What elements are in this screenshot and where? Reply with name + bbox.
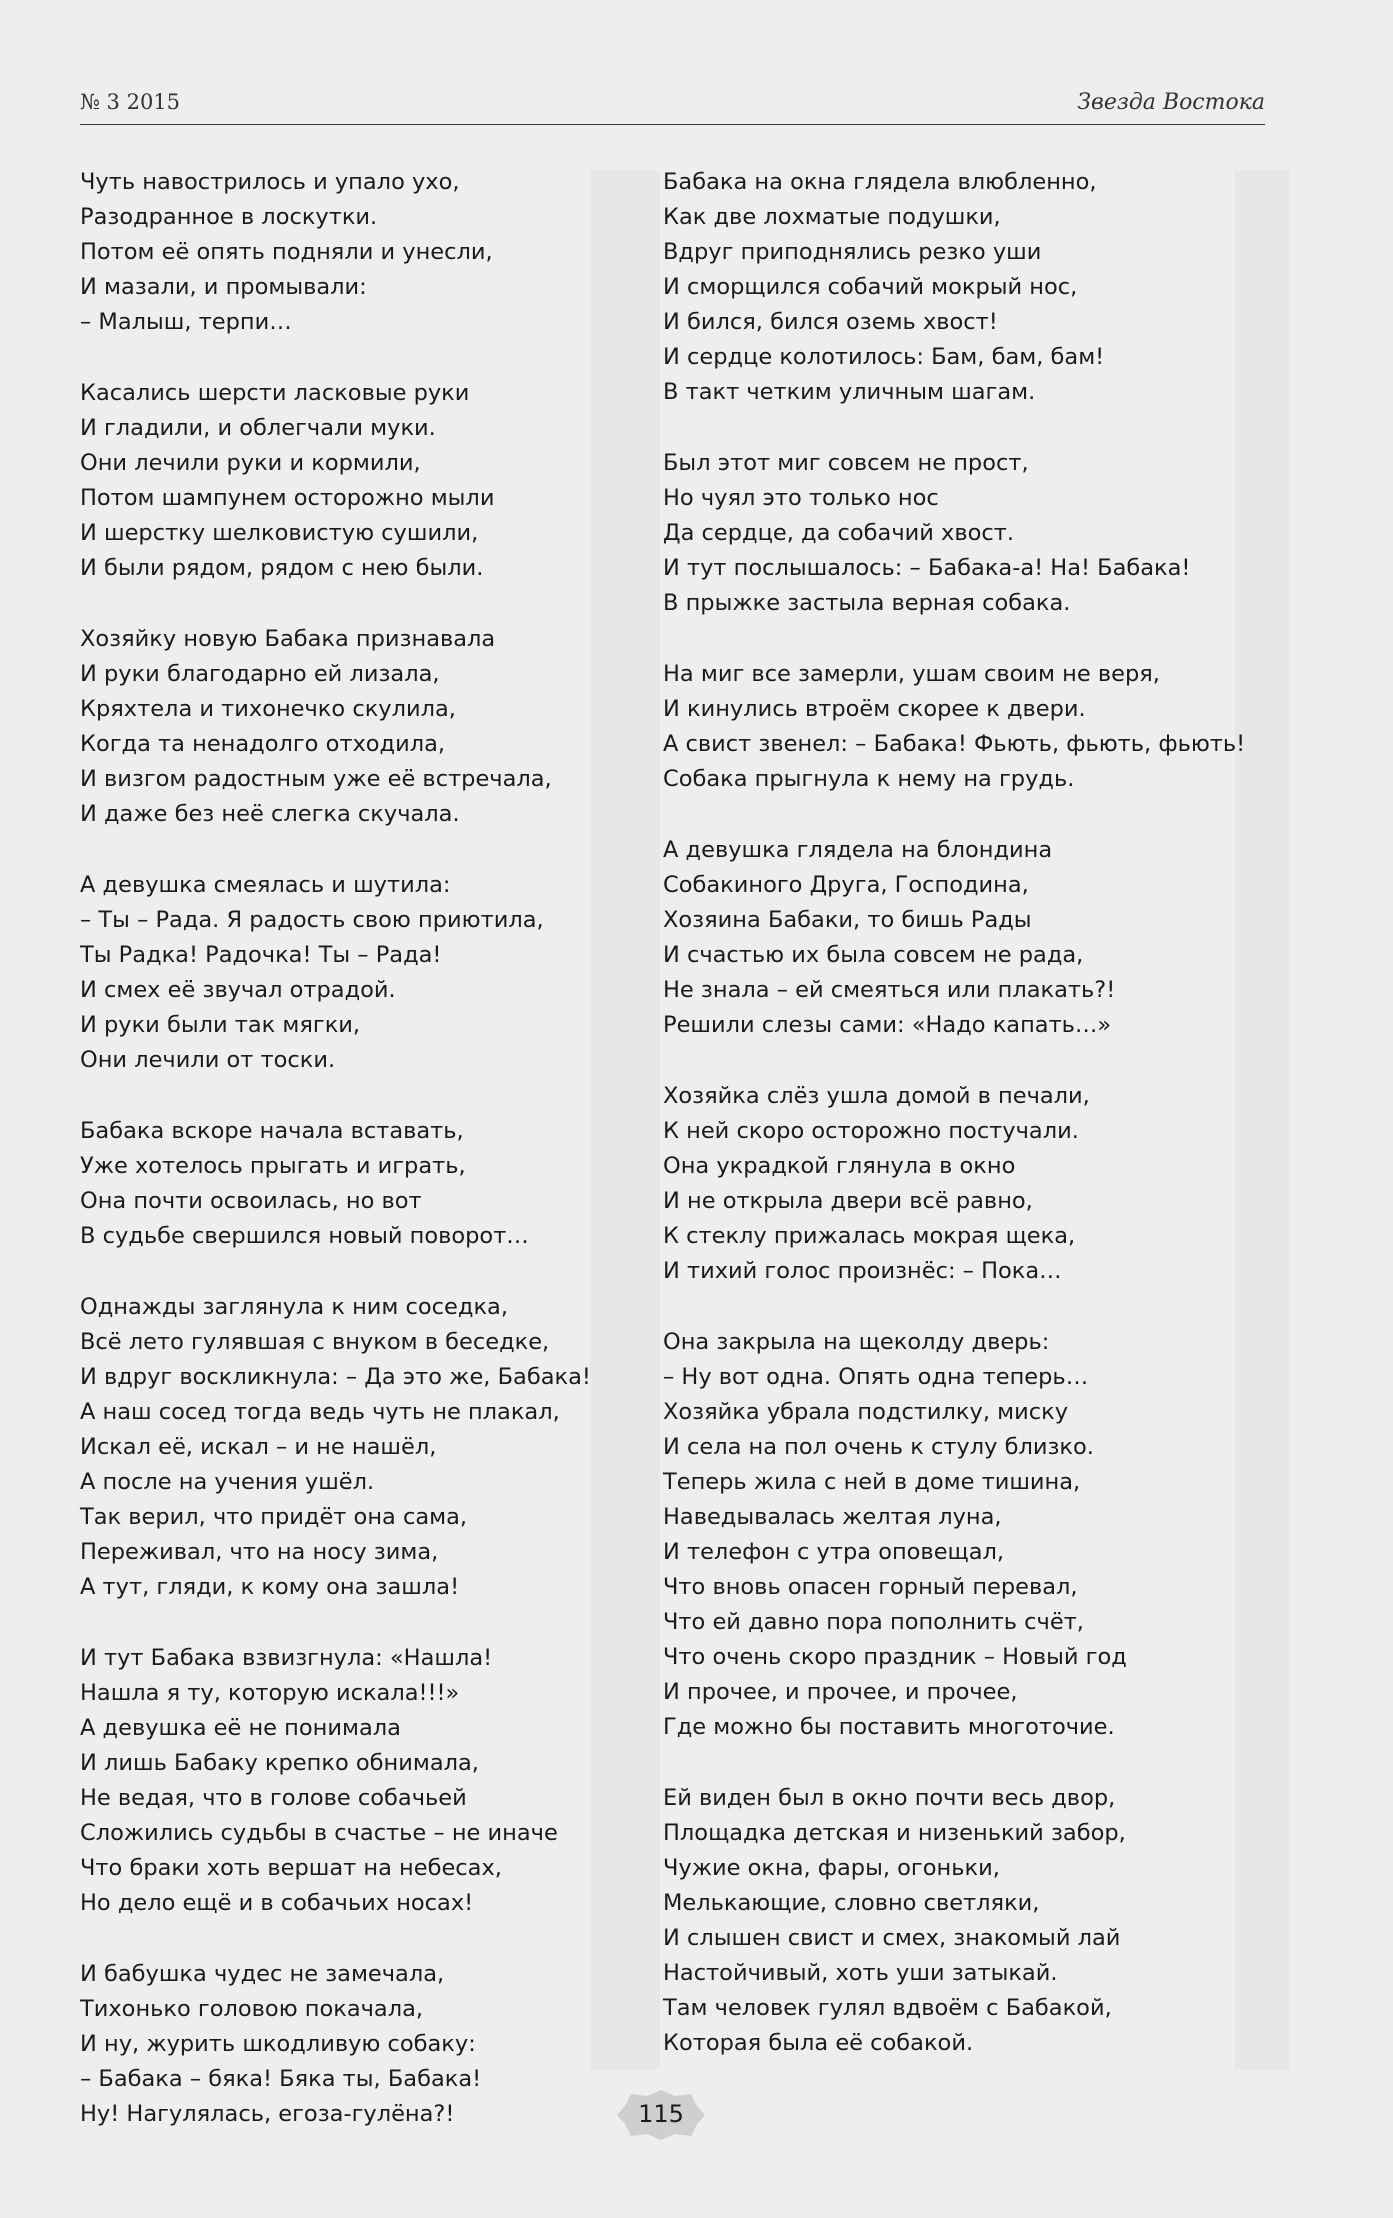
poem-line: И ну, журить шкодливую собаку:: [80, 2031, 476, 2057]
poem-line: В прыжке застыла верная собака.: [663, 590, 1071, 616]
stanza: [80, 1957, 640, 2132]
poem-line: И тут Бабака взвизгнула: «Нашла!: [80, 1645, 493, 1671]
poem-line: В судьбе свершился новый поворот…: [80, 1223, 529, 1249]
issue-number: № 3 2015: [80, 90, 181, 114]
right-poem-column: [663, 165, 1273, 2097]
poem-line: Которая была её собакой.: [663, 2030, 974, 2056]
poem-line: Что браки хоть вершат на небесах,: [80, 1855, 502, 1881]
stanza: [663, 1325, 1273, 1745]
poem-line: А после на учения ушёл.: [80, 1469, 375, 1495]
poem-line: И лишь Бабаку крепко обнимала,: [80, 1750, 479, 1776]
stanza: [80, 1290, 640, 1605]
poem-line: А девушка её не понимала: [80, 1715, 401, 1741]
stanza: [80, 1114, 640, 1254]
poem-line: Искал её, искал – и не нашёл,: [80, 1434, 437, 1460]
poem-line: Теперь жила с ней в доме тишина,: [663, 1469, 1081, 1495]
poem-line: И слышен свист и смех, знакомый лай: [663, 1925, 1121, 1951]
page-number: 115: [638, 2100, 684, 2128]
page-number-badge: [617, 2090, 705, 2140]
poem-line: К стеклу прижалась мокрая щека,: [663, 1223, 1076, 1249]
poem-line: Что вновь опасен горный перевал,: [663, 1574, 1078, 1600]
poem-line: И были рядом, рядом с нею были.: [80, 555, 484, 581]
stanza: [663, 1079, 1273, 1289]
poem-line: Она закрыла на щеколду дверь:: [663, 1329, 1050, 1355]
poem-line: Ну! Нагулялась, егоза-гулёна?!: [80, 2101, 455, 2127]
poem-line: Чужие окна, фары, огоньки,: [663, 1855, 1000, 1881]
poem-line: Но чуял это только нос: [663, 485, 939, 511]
poem-line: Всё лето гулявшая с внуком в беседке,: [80, 1329, 550, 1355]
poem-line: И счастью их была совсем не рада,: [663, 942, 1084, 968]
poem-line: И сердце колотилось: Бам, бам, бам!: [663, 344, 1105, 370]
poem-line: Был этот миг совсем не прост,: [663, 450, 1029, 476]
poem-line: И смех её звучал отрадой.: [80, 977, 396, 1003]
poem-line: Собака прыгнула к нему на грудь.: [663, 766, 1075, 792]
poem-line: – Ну вот одна. Опять одна теперь…: [663, 1364, 1089, 1390]
left-poem-column: [80, 165, 640, 2168]
poem-line: Вдруг приподнялись резко уши: [663, 239, 1042, 265]
poem-line: Собакиного Друга, Господина,: [663, 872, 1029, 898]
poem-line: И кинулись втроём скорее к двери.: [663, 696, 1086, 722]
stanza: [80, 376, 640, 586]
stanza: [663, 833, 1273, 1043]
poem-line: И бабушка чудес не замечала,: [80, 1961, 445, 1987]
poem-line: И вдруг воскликнула: – Да это же, Бабака!: [80, 1364, 591, 1390]
poem-line: Ты Радка! Радочка! Ты – Рада!: [80, 942, 442, 968]
poem-line: Хозяйку новую Бабака признавала: [80, 626, 496, 652]
stanza: [663, 446, 1273, 621]
page-header: [80, 88, 1265, 125]
poem-line: И руки были так мягки,: [80, 1012, 361, 1038]
poem-line: И тут послышалось: – Бабака-а! На! Бабака!: [663, 555, 1191, 581]
poem-line: Площадка детская и низенький забор,: [663, 1820, 1126, 1846]
poem-line: Хозяина Бабаки, то бишь Рады: [663, 907, 1032, 933]
poem-line: И прочее, и прочее, и прочее,: [663, 1679, 1018, 1705]
poem-line: Так верил, что придёт она сама,: [80, 1504, 468, 1530]
poem-line: Хозяйка слёз ушла домой в печали,: [663, 1083, 1090, 1109]
poem-line: Она почти освоилась, но вот: [80, 1188, 422, 1214]
poem-line: Где можно бы поставить многоточие.: [663, 1714, 1115, 1740]
poem-line: Бабака на окна глядела влюбленно,: [663, 169, 1097, 195]
poem-line: И визгом радостным уже её встречала,: [80, 766, 552, 792]
poem-line: И мазали, и промывали:: [80, 274, 367, 300]
poem-line: Решили слезы сами: «Надо капать…»: [663, 1012, 1112, 1038]
poem-line: И гладили, и облегчали муки.: [80, 415, 436, 441]
poem-line: Они лечили руки и кормили,: [80, 450, 421, 476]
poem-line: Да сердце, да собачий хвост.: [663, 520, 1014, 546]
poem-line: Однажды заглянула к ним соседка,: [80, 1294, 508, 1320]
poem-line: Не ведая, что в голове собачьей: [80, 1785, 467, 1811]
poem-line: Хозяйка убрала подстилку, миску: [663, 1399, 1069, 1425]
poem-line: В такт четким уличным шагам.: [663, 379, 1036, 405]
poem-line: Там человек гулял вдвоём с Бабакой,: [663, 1995, 1112, 2021]
poem-line: А тут, гляди, к кому она зашла!: [80, 1574, 460, 1600]
poem-line: И не открыла двери всё равно,: [663, 1188, 1033, 1214]
stanza: [663, 1781, 1273, 2061]
poem-line: Сложились судьбы в счастье – не иначе: [80, 1820, 558, 1846]
poem-line: Кряхтела и тихонечко скулила,: [80, 696, 456, 722]
poem-line: Потом шампунем осторожно мыли: [80, 485, 495, 511]
poem-line: А девушка глядела на блондина: [663, 837, 1053, 863]
poem-line: Что очень скоро праздник – Новый год: [663, 1644, 1127, 1670]
poem-line: И сморщился собачий мокрый нос,: [663, 274, 1078, 300]
poem-line: Наведывалась желтая луна,: [663, 1504, 1002, 1530]
stanza: [80, 165, 640, 340]
poem-line: Она украдкой глянула в окно: [663, 1153, 1016, 1179]
poem-line: Касались шерсти ласковые руки: [80, 380, 470, 406]
poem-line: Настойчивый, хоть уши затыкай.: [663, 1960, 1058, 1986]
poem-line: А девушка смеялась и шутила:: [80, 872, 451, 898]
poem-line: А свист звенел: – Бабака! Фьють, фьють, фьють!: [663, 731, 1246, 757]
poem-line: На миг все замерли, ушам своим не веря,: [663, 661, 1160, 687]
poem-line: Тихонько головою покачала,: [80, 1996, 424, 2022]
poem-line: К ней скоро осторожно постучали.: [663, 1118, 1079, 1144]
poem-line: И руки благодарно ей лизала,: [80, 661, 440, 687]
stanza: [663, 165, 1273, 410]
poem-line: И даже без неё слегка скучала.: [80, 801, 460, 827]
poem-line: И бился, бился оземь хвост!: [663, 309, 998, 335]
stanza: [663, 657, 1273, 797]
poem-line: Чуть навострилось и упало ухо,: [80, 169, 460, 195]
poem-line: Нашла я ту, которую искала!!!»: [80, 1680, 460, 1706]
poem-line: Мелькающие, словно светляки,: [663, 1890, 1040, 1916]
poem-line: Когда та ненадолго отходила,: [80, 731, 446, 757]
poem-line: Ей виден был в окно почти весь двор,: [663, 1785, 1116, 1811]
poem-line: Бабака вскоре начала вставать,: [80, 1118, 464, 1144]
poem-line: Но дело ещё и в собачьих носах!: [80, 1890, 474, 1916]
poem-line: Не знала – ей смеяться или плакать?!: [663, 977, 1116, 1003]
poem-line: Они лечили от тоски.: [80, 1047, 336, 1073]
stanza: [80, 868, 640, 1078]
poem-line: А наш сосед тогда ведь чуть не плакал,: [80, 1399, 560, 1425]
poem-line: Уже хотелось прыгать и играть,: [80, 1153, 466, 1179]
poem-line: Потом её опять подняли и унесли,: [80, 239, 493, 265]
poem-line: И тихий голос произнёс: – Пока…: [663, 1258, 1062, 1284]
poem-line: Разодранное в лоскутки.: [80, 204, 378, 230]
poem-line: – Бабака – бяка! Бяка ты, Бабака!: [80, 2066, 482, 2092]
stanza: [80, 1641, 640, 1921]
poem-line: – Ты – Рада. Я радость свою приютила,: [80, 907, 544, 933]
poem-line: – Малыш, терпи…: [80, 309, 292, 335]
journal-title: Звезда Востока: [1077, 90, 1265, 115]
poem-line: Что ей давно пора пополнить счёт,: [663, 1609, 1084, 1635]
poem-line: Переживал, что на носу зима,: [80, 1539, 439, 1565]
poem-line: И села на пол очень к стулу близко.: [663, 1434, 1094, 1460]
poem-line: И шерстку шелковистую сушили,: [80, 520, 479, 546]
stanza: [80, 622, 640, 832]
poem-line: И телефон с утра оповещал,: [663, 1539, 1005, 1565]
poem-line: Как две лохматые подушки,: [663, 204, 1001, 230]
